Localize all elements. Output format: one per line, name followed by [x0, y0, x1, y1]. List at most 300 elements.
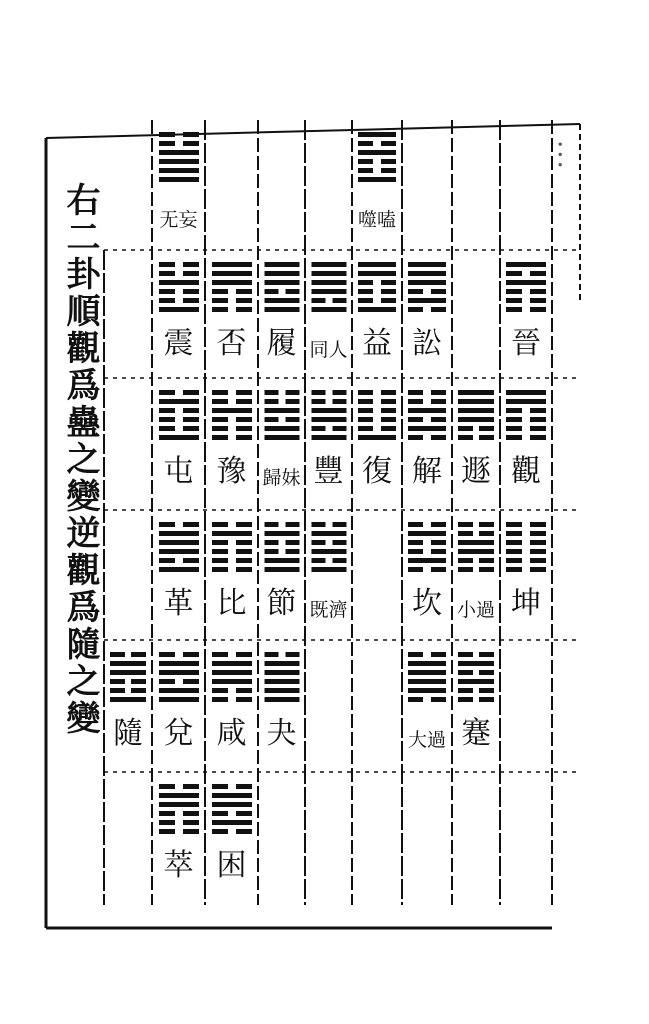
yang-line	[264, 531, 299, 536]
yin-line-left	[212, 652, 228, 657]
yin-line-left	[159, 679, 175, 684]
yin-line-left	[506, 567, 522, 572]
yin-line-left	[458, 558, 473, 563]
yang-line	[264, 679, 299, 684]
yin-line-left	[358, 141, 373, 146]
hexagram-symbol	[358, 390, 396, 444]
hexagram-symbol	[311, 262, 346, 316]
hexagram-cell	[352, 378, 402, 510]
yin-line-left	[159, 298, 175, 303]
yin-line-right	[131, 652, 146, 657]
yang-line	[506, 399, 546, 404]
yin-line-right	[131, 679, 146, 684]
yin-line-left	[506, 307, 522, 312]
yin-line-left	[506, 435, 522, 440]
yin-line-right	[381, 399, 396, 404]
yin-line-right	[236, 426, 252, 431]
yang-line	[212, 280, 252, 285]
hexagram-cell	[205, 250, 258, 378]
yin-line-right	[530, 426, 546, 431]
yin-line-right	[236, 811, 252, 816]
yin-line-right	[183, 426, 199, 431]
yang-line	[408, 670, 446, 675]
yin-line-right	[381, 289, 396, 294]
yin-line-left	[506, 549, 522, 554]
yin-line-right	[479, 426, 494, 431]
yang-line	[264, 697, 299, 702]
hexagram-symbol	[212, 390, 252, 444]
yang-line	[311, 271, 346, 276]
yang-line	[264, 670, 299, 675]
yang-line	[408, 426, 446, 431]
yin-line-right	[236, 558, 252, 563]
hexagram-symbol	[506, 390, 546, 444]
hexagram-cell	[205, 378, 258, 510]
yin-line-left	[212, 417, 228, 422]
yin-line-left	[358, 390, 373, 395]
yang-line	[159, 549, 199, 554]
yin-line-left	[458, 531, 473, 536]
yang-line	[212, 408, 252, 413]
yang-line	[458, 417, 494, 422]
hexagram-symbol	[159, 390, 199, 444]
hexagram-cell	[402, 250, 452, 378]
hexagram-name: 晉	[511, 326, 541, 361]
yin-line-left	[458, 522, 473, 527]
yang-line	[408, 271, 446, 276]
hexagram-symbol	[212, 522, 252, 576]
yin-line-left	[212, 829, 228, 834]
hexagram-cell	[305, 378, 352, 510]
yin-line-left	[311, 558, 325, 563]
yin-line-right	[431, 289, 446, 294]
yin-line-left	[408, 652, 423, 657]
yang-line	[212, 793, 252, 798]
yin-line-right	[236, 399, 252, 404]
yin-line-right	[236, 435, 252, 440]
yin-line-right	[530, 307, 546, 312]
hexagram-name: 夬	[266, 716, 297, 751]
yin-line-right	[236, 289, 252, 294]
hexagram-cell	[452, 510, 500, 640]
hexagram-name: 蹇	[461, 716, 491, 751]
yang-line	[159, 168, 199, 173]
hexagram-symbol	[408, 390, 446, 444]
yang-line	[408, 531, 446, 536]
yin-line-left	[212, 298, 228, 303]
yang-line	[159, 802, 199, 807]
yin-line-right	[530, 289, 546, 294]
yang-line	[264, 567, 299, 572]
yang-line	[458, 661, 494, 666]
yin-line-left	[159, 408, 175, 413]
yin-line-left	[506, 522, 522, 527]
hexagram-cell	[452, 640, 500, 772]
hexagram-symbol	[506, 262, 546, 316]
yin-line-right	[236, 417, 252, 422]
hexagram-symbol	[159, 262, 199, 316]
yin-line-left	[110, 679, 125, 684]
hexagram-name: 坤	[511, 586, 541, 621]
hexagram-symbol	[264, 522, 299, 576]
yang-line	[159, 688, 199, 693]
yin-line-right	[530, 298, 546, 303]
yin-line-right	[530, 540, 546, 545]
yang-line	[358, 132, 396, 137]
yin-line-left	[212, 811, 228, 816]
hexagram-name: 否	[216, 326, 247, 361]
yang-line	[264, 408, 299, 413]
yang-line	[212, 531, 252, 536]
yang-line	[358, 177, 396, 182]
yin-line-right	[236, 298, 252, 303]
hexagram-name: 豫	[216, 454, 247, 489]
yang-line	[264, 280, 299, 285]
yin-line-left	[506, 417, 522, 422]
yin-line-left	[159, 522, 175, 527]
yin-line-right	[530, 271, 546, 276]
yin-line-right	[236, 688, 252, 693]
hexagram-symbol	[458, 390, 494, 444]
yin-line-left	[159, 811, 175, 816]
yin-line-right	[381, 426, 396, 431]
yin-line-right	[479, 567, 494, 572]
hexagram-symbol	[506, 522, 546, 576]
hexagram-cell	[352, 250, 402, 378]
hexagram-cell	[205, 510, 258, 640]
yin-line-right	[431, 540, 446, 545]
yin-line-left	[458, 670, 473, 675]
hexagram-name: 遯	[461, 454, 491, 489]
hexagram-cell	[152, 250, 205, 378]
yin-line-right	[183, 141, 199, 146]
yin-line-right	[236, 567, 252, 572]
yang-line	[408, 558, 446, 563]
yin-line-right	[332, 298, 346, 303]
hexagram-name: 屯	[163, 454, 194, 489]
yin-line-right	[285, 390, 299, 395]
hexagram-cell	[305, 250, 352, 378]
hexagram-name: 訟	[412, 326, 442, 361]
yang-line	[458, 679, 494, 684]
yang-line	[159, 399, 199, 404]
hexagram-cell	[402, 640, 452, 772]
yin-line-left	[264, 399, 278, 404]
yin-line-right	[431, 567, 446, 572]
yin-line-left	[311, 399, 325, 404]
yin-line-right	[236, 307, 252, 312]
yin-line-left	[212, 558, 228, 563]
yang-line	[159, 280, 199, 285]
yin-line-right	[183, 522, 199, 527]
yin-line-left	[408, 540, 423, 545]
yin-line-left	[159, 271, 175, 276]
yang-line	[311, 435, 346, 440]
yin-line-right	[236, 549, 252, 554]
yin-line-right	[381, 141, 396, 146]
yin-line-left	[159, 132, 175, 137]
yin-line-left	[311, 390, 325, 395]
yang-line	[458, 390, 494, 395]
yang-line	[408, 679, 446, 684]
hexagram-cell	[402, 510, 452, 640]
yin-line-left	[506, 289, 522, 294]
yang-line	[311, 307, 346, 312]
yin-line-left	[311, 426, 325, 431]
yin-line-right	[332, 558, 346, 563]
yin-line-left	[212, 697, 228, 702]
yin-line-right	[530, 549, 546, 554]
yang-line	[311, 289, 346, 294]
yin-line-left	[159, 558, 175, 563]
yang-line	[264, 435, 299, 440]
yin-line-left	[458, 426, 473, 431]
hexagram-cell	[500, 378, 552, 510]
hexagram-cell	[500, 510, 552, 640]
hexagram-symbol	[264, 652, 299, 706]
yin-line-left	[264, 417, 278, 422]
hexagram-name: 復	[362, 454, 392, 489]
yin-line-left	[408, 435, 423, 440]
yin-line-right	[530, 417, 546, 422]
yin-line-right	[236, 784, 252, 789]
yang-line	[458, 399, 494, 404]
yin-line-right	[183, 271, 199, 276]
yang-line	[212, 262, 252, 267]
hexagram-symbol	[159, 522, 199, 576]
yin-line-left	[458, 652, 473, 657]
yin-line-right	[431, 652, 446, 657]
hexagram-cell	[258, 250, 305, 378]
yin-line-right	[285, 522, 299, 527]
yang-line	[159, 567, 199, 572]
hexagram-cell	[152, 120, 205, 250]
yang-line	[458, 408, 494, 413]
yang-line	[408, 688, 446, 693]
yin-line-left	[358, 168, 373, 173]
yang-line	[358, 307, 396, 312]
hexagram-name: 歸妹	[262, 467, 301, 489]
yin-line-right	[381, 390, 396, 395]
yin-line-right	[530, 435, 546, 440]
yang-line	[212, 820, 252, 825]
yang-line	[159, 177, 199, 182]
hexagram-cell	[258, 510, 305, 640]
hexagram-name: 豐	[313, 454, 344, 489]
yang-line	[212, 679, 252, 684]
yin-line-left	[408, 390, 423, 395]
yin-line-right	[236, 522, 252, 527]
yin-line-left	[358, 417, 373, 422]
hexagram-symbol	[264, 390, 299, 444]
yin-line-left	[408, 697, 423, 702]
yin-line-right	[131, 688, 146, 693]
hexagram-name: 同人	[309, 339, 348, 361]
yin-line-right	[183, 652, 199, 657]
yin-line-left	[212, 307, 228, 312]
yin-line-right	[479, 435, 494, 440]
yin-line-left	[212, 426, 228, 431]
hexagram-name: 隨	[113, 716, 143, 751]
hexagram-cell	[104, 640, 152, 772]
yin-line-right	[285, 399, 299, 404]
hexagram-symbol	[311, 390, 346, 444]
yin-line-right	[183, 558, 199, 563]
hexagram-name: 解	[412, 454, 442, 489]
yin-line-right	[183, 811, 199, 816]
yang-line	[212, 661, 252, 666]
yang-line	[358, 262, 396, 267]
yin-line-left	[212, 399, 228, 404]
yin-line-right	[479, 531, 494, 536]
yin-line-left	[358, 408, 373, 413]
yang-line	[506, 390, 546, 395]
yin-line-right	[530, 558, 546, 563]
yin-line-right	[236, 540, 252, 545]
yang-line	[506, 280, 546, 285]
yin-line-right	[332, 540, 346, 545]
hexagram-name: 小過	[456, 599, 495, 621]
yin-line-right	[479, 697, 494, 702]
yin-line-left	[506, 540, 522, 545]
yin-line-right	[183, 390, 199, 395]
yin-line-right	[431, 417, 446, 422]
yin-line-right	[381, 298, 396, 303]
yin-line-left	[212, 549, 228, 554]
yin-line-right	[479, 652, 494, 657]
yin-line-right	[183, 289, 199, 294]
yang-line	[408, 408, 446, 413]
yang-line	[212, 802, 252, 807]
yin-line-left	[506, 271, 522, 276]
yin-line-left	[506, 408, 522, 413]
yin-line-left	[264, 390, 278, 395]
yin-line-left	[408, 399, 423, 404]
yin-line-right	[183, 132, 199, 137]
yin-line-right	[530, 408, 546, 413]
hexagram-name: 益	[362, 326, 392, 361]
hexagram-symbol	[408, 262, 446, 316]
yang-line	[159, 661, 199, 666]
yang-line	[212, 670, 252, 675]
yin-line-right	[431, 435, 446, 440]
hexagram-symbol	[159, 652, 199, 706]
yin-line-left	[159, 141, 175, 146]
yin-line-right	[381, 168, 396, 173]
yang-line	[408, 661, 446, 666]
hexagram-name: 兌	[163, 716, 194, 751]
yang-line	[159, 159, 199, 164]
yin-line-left	[212, 435, 228, 440]
yang-line	[264, 271, 299, 276]
hexagram-symbol	[408, 652, 446, 706]
hexagram-name: 大過	[407, 729, 446, 751]
yang-line	[110, 670, 146, 675]
yin-line-left	[358, 159, 373, 164]
hexagram-symbol	[264, 262, 299, 316]
yin-line-right	[530, 567, 546, 572]
right-margin-text: ...	[552, 140, 582, 171]
yang-line	[110, 661, 146, 666]
hexagram-cell	[258, 640, 305, 772]
yin-line-right	[332, 522, 346, 527]
hexagram-cell	[152, 772, 205, 900]
commentary-text: 右二卦順觀爲蠱之變逆觀爲隨之變	[60, 182, 100, 737]
hexagram-symbol	[159, 784, 199, 838]
yin-line-left	[311, 540, 325, 545]
yin-line-right	[285, 652, 299, 657]
yang-line	[264, 688, 299, 693]
hexagram-symbol	[159, 132, 199, 186]
yin-line-left	[311, 298, 325, 303]
hexagram-cell	[352, 120, 402, 250]
yin-line-left	[159, 784, 175, 789]
yang-line	[264, 558, 299, 563]
yang-line	[110, 697, 146, 702]
hexagram-symbol	[311, 522, 346, 576]
yin-line-right	[285, 549, 299, 554]
yin-line-right	[479, 670, 494, 675]
yin-line-left	[159, 390, 175, 395]
hexagram-name: 萃	[163, 848, 194, 883]
hexagram-name: 節	[266, 586, 297, 621]
yin-line-left	[159, 262, 175, 267]
yin-line-right	[236, 829, 252, 834]
hexagram-name: 比	[216, 586, 247, 621]
yin-line-left	[458, 697, 473, 702]
yang-line	[264, 298, 299, 303]
yin-line-left	[212, 567, 228, 572]
yin-line-left	[358, 399, 373, 404]
yin-line-left	[264, 522, 278, 527]
yang-line	[311, 549, 346, 554]
yin-line-right	[183, 820, 199, 825]
hexagram-name: 坎	[412, 586, 442, 621]
yang-line	[311, 417, 346, 422]
yin-line-left	[264, 540, 278, 545]
yin-line-right	[479, 522, 494, 527]
yin-line-left	[506, 558, 522, 563]
yang-line	[264, 262, 299, 267]
hexagram-cell	[500, 250, 552, 378]
yang-line	[159, 307, 199, 312]
yin-line-left	[159, 417, 175, 422]
yang-line	[159, 697, 199, 702]
yin-line-right	[381, 280, 396, 285]
hexagram-symbol	[212, 784, 252, 838]
yin-line-right	[285, 417, 299, 422]
yin-line-right	[183, 679, 199, 684]
hexagram-symbol	[358, 132, 396, 186]
yin-line-right	[183, 417, 199, 422]
yin-line-right	[236, 390, 252, 395]
yin-line-left	[110, 688, 125, 693]
yang-line	[358, 435, 396, 440]
yin-line-left	[212, 540, 228, 545]
hexagram-cell	[205, 640, 258, 772]
yin-line-right	[381, 408, 396, 413]
hexagram-name: 咸	[216, 716, 247, 751]
yang-line	[264, 661, 299, 666]
yang-line	[212, 271, 252, 276]
yin-line-right	[431, 522, 446, 527]
yang-line	[159, 150, 199, 155]
yin-line-left	[159, 289, 175, 294]
yin-line-left	[264, 549, 278, 554]
yin-line-left	[458, 435, 473, 440]
yin-line-left	[159, 652, 175, 657]
hexagram-name: 觀	[511, 454, 541, 489]
